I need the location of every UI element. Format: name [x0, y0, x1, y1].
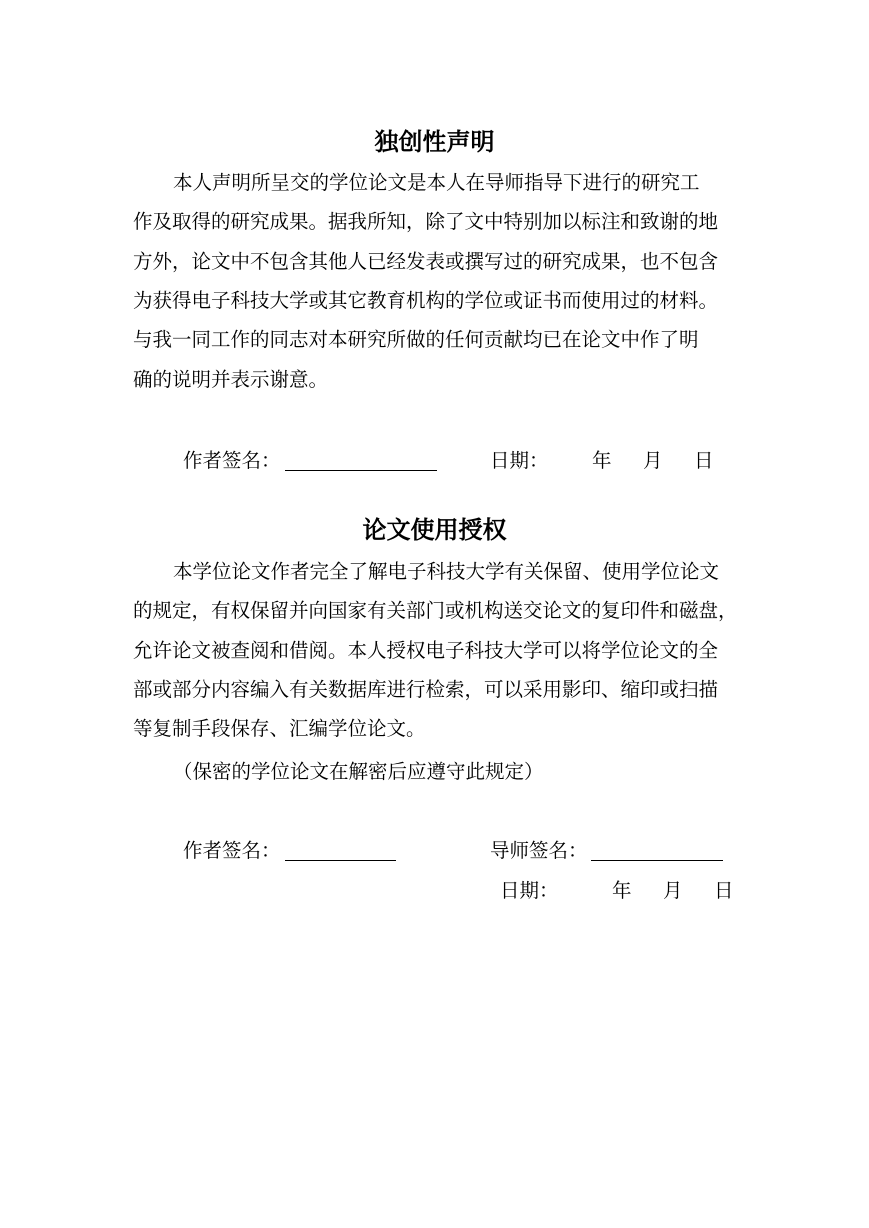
originality-date-label: 日期： [490, 449, 549, 472]
authorization-year: 年 [612, 879, 632, 902]
originality-line-2: 作及取得的研究成果。据我所知，除了文中特别加以标注和致谢的地 [133, 210, 719, 233]
originality-line-1: 本人声明所呈交的学位论文是本人在导师指导下进行的研究工 [173, 171, 700, 194]
originality-month: 月 [643, 449, 663, 472]
authorization-note: （保密的学位论文在解密后应遵守此规定） [173, 760, 544, 783]
authorization-title: 论文使用授权 [362, 515, 507, 544]
originality-line-4: 为获得电子科技大学或其它教育机构的学位或证书而使用过的材料。 [133, 289, 719, 312]
authorization-line-4: 部或部分内容编入有关数据库进行检索，可以采用影印、缩印或扫描 [133, 678, 719, 701]
originality-line-6: 确的说明并表示谢意。 [133, 368, 329, 391]
authorization-line-2: 的规定，有权保留并向国家有关部门或机构送交论文的复印件和磁盘， [133, 599, 738, 622]
originality-author-sign-line[interactable] [285, 470, 437, 471]
authorization-date-label: 日期： [500, 879, 559, 902]
authorization-advisor-sign-label: 导师签名： [490, 839, 588, 862]
originality-day: 日 [694, 449, 714, 472]
originality-title: 独创性声明 [374, 127, 495, 156]
authorization-line-3: 允许论文被查阅和借阅。本人授权电子科技大学可以将学位论文的全 [133, 639, 719, 662]
originality-line-5: 与我一同工作的同志对本研究所做的任何贡献均已在论文中作了明 [133, 328, 699, 351]
originality-year: 年 [592, 449, 612, 472]
authorization-advisor-sign-line[interactable] [591, 860, 723, 861]
originality-line-3: 方外，论文中不包含其他人已经发表或撰写过的研究成果，也不包含 [133, 250, 719, 273]
authorization-author-sign-line[interactable] [285, 860, 396, 861]
authorization-day: 日 [714, 879, 734, 902]
authorization-month: 月 [663, 879, 683, 902]
authorization-line-1: 本学位论文作者完全了解电子科技大学有关保留、使用学位论文 [173, 560, 720, 583]
authorization-line-5: 等复制手段保存、汇编学位论文。 [133, 717, 426, 740]
authorization-author-sign-label: 作者签名： [183, 839, 281, 862]
originality-author-sign-label: 作者签名： [183, 449, 281, 472]
